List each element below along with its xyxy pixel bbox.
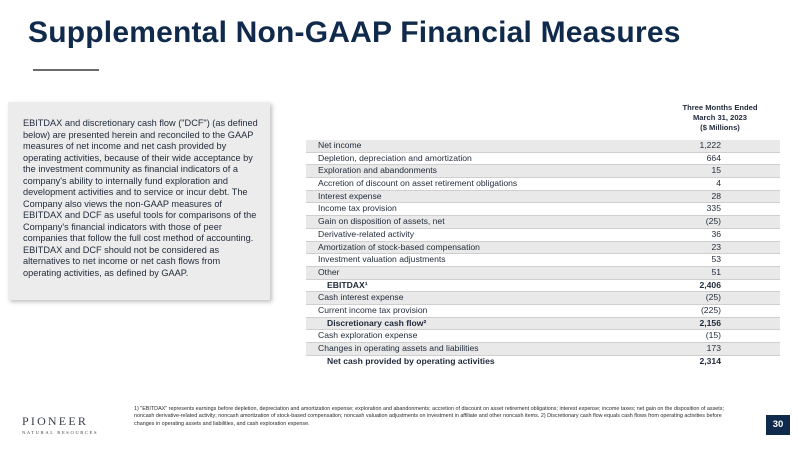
row-value: 2,156	[699, 317, 721, 328]
table-row	[306, 330, 780, 343]
row-label: Net cash provided by operating activities	[327, 355, 495, 366]
row-value: (225)	[700, 304, 721, 315]
table-row	[306, 254, 780, 267]
row-value: 51	[711, 266, 721, 277]
row-label: Cash interest expense	[318, 292, 404, 303]
row-label: Interest expense	[318, 190, 382, 201]
table-row	[306, 267, 780, 280]
row-label: Derivative-related activity	[318, 228, 414, 239]
row-value: 1,222	[699, 140, 721, 150]
row-label: Discretionary cash flow²	[327, 317, 427, 328]
page-number: 30	[766, 415, 790, 435]
logo-name: PIONEER	[22, 414, 89, 428]
row-value: 335	[706, 203, 721, 214]
row-label: Net income	[318, 140, 362, 150]
table-row	[306, 216, 780, 229]
row-label: EBITDAX¹	[327, 279, 368, 290]
column-header-line-2: March 31, 2023	[692, 113, 748, 122]
table-row-subtotal	[306, 318, 780, 331]
page-title: Supplemental Non-GAAP Financial Measures	[28, 16, 681, 49]
table-row	[306, 153, 780, 166]
column-header-line-3: ($ Millions)	[700, 123, 740, 132]
row-value: 664	[706, 152, 721, 163]
row-label: Other	[318, 266, 340, 277]
row-label: Cash exploration expense	[318, 330, 418, 341]
column-header	[660, 103, 780, 133]
title-underline	[33, 69, 99, 71]
row-label: Changes in operating assets and liabilities	[318, 343, 479, 353]
table-row	[306, 305, 780, 318]
row-value: 2,314	[699, 355, 721, 366]
row-label: Depletion, depreciation and amortization	[318, 152, 472, 163]
reconciliation-table	[306, 140, 780, 367]
row-value: (25)	[705, 216, 721, 227]
row-value: 53	[711, 254, 721, 265]
row-value: (25)	[705, 292, 721, 303]
table-row-subtotal	[306, 280, 780, 293]
row-value: 15	[711, 165, 721, 176]
row-label: Exploration and abandonments	[318, 165, 437, 176]
description-text: EBITDAX and discretionary cash flow ("DCF") (as defined below) are presented herein and reconciled to the GAAP measures of net income and net cash provided by operating activities, because of their wide acceptance by the investment community as financial indicators of a company's ability to internally fund exploration and development activities and to service or incur debt. The Company also views the non-GAAP measures of EBITDAX and DCF as useful tools for comparisons of the Company's financial indicators with those of peer companies that follow the full cost method of accounting. EBITDAX and DCF should not be considered as alternatives to net income or net cash flows from operating activities, as defined by GAAP.	[23, 118, 258, 278]
table-row	[306, 229, 780, 242]
column-header-line-1: Three Months Ended	[682, 103, 758, 112]
table-row-total	[306, 356, 780, 368]
footnote: 1) "EBITDAX" represents earnings before depletion, depreciation and amortization expense; exploration and abandonments; accretion of discount on asset retirement obligations; interest expense; income taxes; net gain on the disposition of assets; noncash derivative-related activity; noncash amortization of stock-based compensation; noncash valuation adjustments on investment in affiliate and other noncash items. 2) Discretionary cash flow equals cash flows from operating activities before changes in operating assets and liabilities, and cash exploration expense.	[134, 406, 724, 427]
row-label: Amortization of stock-based compensation	[318, 241, 480, 252]
company-logo	[22, 414, 98, 435]
row-value: 28	[711, 190, 721, 201]
row-value: 4	[716, 178, 721, 189]
row-value: 173	[706, 343, 721, 353]
row-label: Accretion of discount on asset retirement obligations	[318, 178, 518, 189]
row-value: 23	[711, 241, 721, 252]
logo-subtitle: NATURAL RESOURCES	[22, 430, 99, 435]
table-row	[306, 242, 780, 255]
row-value: 2,406	[699, 279, 721, 290]
table-row	[306, 292, 780, 305]
table-row	[306, 191, 780, 204]
row-label: Gain on disposition of assets, net	[318, 216, 445, 227]
table-row	[306, 178, 780, 191]
row-label: Current income tax provision	[318, 304, 428, 315]
row-value: 36	[711, 228, 721, 239]
row-value: (15)	[705, 330, 721, 341]
table-row	[306, 203, 780, 216]
table-row	[306, 140, 780, 153]
table-row	[306, 165, 780, 178]
row-label: Investment valuation adjustments	[318, 254, 446, 265]
table-row	[306, 343, 780, 356]
description-panel	[8, 102, 270, 300]
row-label: Income tax provision	[318, 203, 397, 214]
